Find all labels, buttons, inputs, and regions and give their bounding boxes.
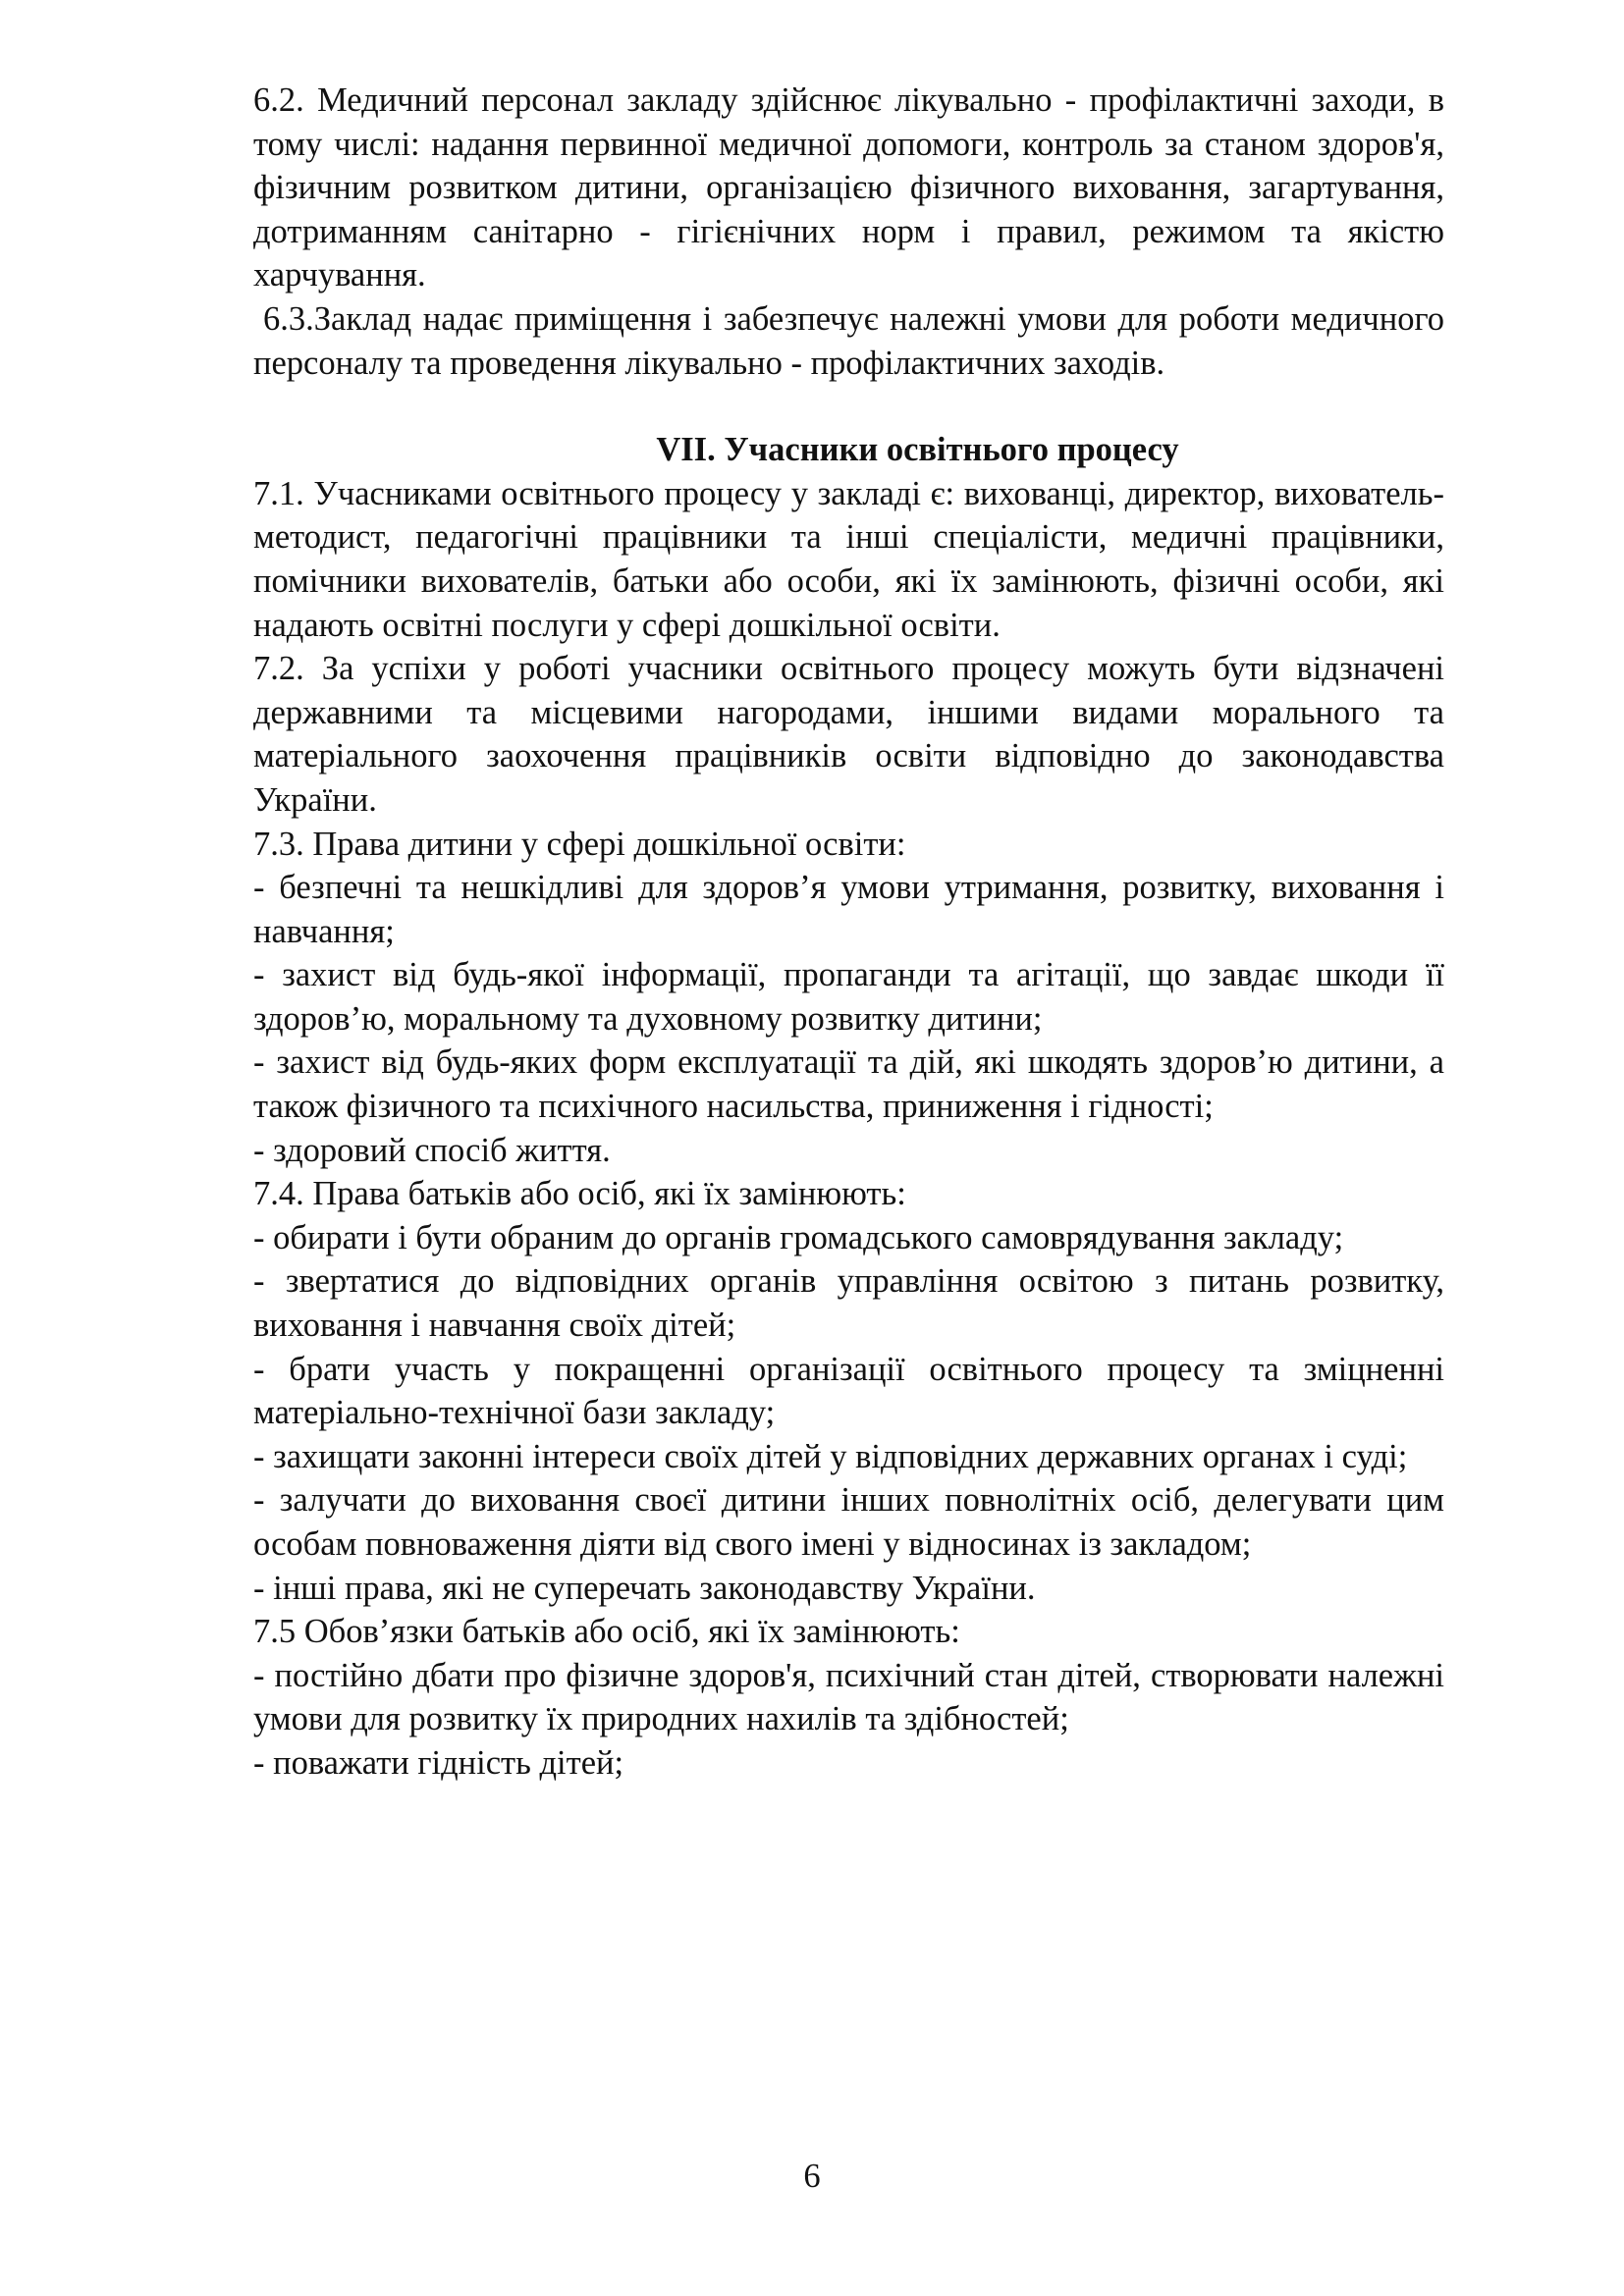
list-item-parent-right-2: - звертатися до відповідних органів управління освітою з питань розвитку, виховання і навчання своїх дітей; — [253, 1262, 1444, 1345]
list-item-parent-duty-2: - поважати гідність дітей; — [253, 1743, 624, 1782]
paragraph-7-4: 7.4. Права батьків або осіб, які їх замінюють: — [253, 1175, 906, 1213]
list-item-parent-right-3: - брати участь у покращенні організації освітнього процесу та зміцненні матеріально-технічної бази закладу; — [253, 1350, 1444, 1432]
paragraph-7-3: 7.3. Права дитини у сфері дошкільної освіти: — [253, 825, 906, 863]
list-item-parent-right-6: - інші права, які не суперечать законодавству України. — [253, 1569, 1036, 1607]
paragraph-6-3: 6.3.Заклад надає приміщення і забезпечує належні умови для роботи медичного персоналу та проведення лікувально - профілактичних заходів. — [253, 299, 1444, 382]
paragraph-7-1: 7.1. Учасниками освітнього процесу у закладі є: вихованці, директор, вихователь-методист, педагогічні працівники та інші спеціалісти, медичні працівники, помічники вихователів, батьки або особи, які їх замінюють, фізичні особи, які надають освітні послуги у сфері дошкільної освіти. — [253, 474, 1444, 644]
list-item-child-right-3: - захист від будь-яких форм експлуатації та дій, які шкодять здоров’ю дитини, а також фізичного та психічного насильства, приниження і гідності; — [253, 1043, 1444, 1126]
paragraph-7-2: 7.2. За успіхи у роботі учасники освітнього процесу можуть бути відзначені державними та місцевими нагородами, іншими видами морального та матеріального заохочення працівників освіти відповідно до законодавства України. — [253, 650, 1444, 819]
list-item-parent-right-5: - залучати до виховання своєї дитини інших повнолітніх осіб, делегувати цим особам повноваження діяти від свого імені у відносинах із закладом; — [253, 1481, 1444, 1563]
paragraph-7-5: 7.5 Обов’язки батьків або осіб, які їх замінюють: — [253, 1613, 960, 1651]
list-item-parent-right-4: - захищати законні інтереси своїх дітей у відповідних державних органах і суді; — [253, 1437, 1408, 1475]
list-item-child-right-1: - безпечні та нешкідливі для здоров’я умови утримання, розвитку, виховання і навчання; — [253, 869, 1444, 950]
list-item-child-right-4: - здоровий спосіб життя. — [253, 1131, 611, 1169]
page-content — [253, 79, 1444, 1786]
list-item-child-right-2: - захист від будь-якої інформації, пропаганди та агітації, що завдає шкоди її здоров’ю, моральному та духовному розвитку дитини; — [253, 956, 1444, 1038]
paragraph-6-2: 6.2. Медичний персонал закладу здійснює лікувально - профілактичні заходи, в тому числі: надання первинної медичної допомоги, контроль за станом здоров'я, фізичним розвитком дитини, організацією фізичного виховання, загартування, дотриманням санітарно - гігієнічних норм і правил, режимом та якістю харчування. — [253, 81, 1444, 294]
section-spacer — [253, 385, 1444, 428]
list-item-parent-duty-1: - постійно дбати про фізичне здоров'я, психічний стан дітей, створювати належні умови для розвитку їх природних нахилів та здібностей; — [253, 1656, 1444, 1738]
section-heading: VII. Учасники освітнього процесу — [656, 431, 1179, 469]
list-item-parent-right-1: - обирати і бути обраним до органів громадського самоврядування закладу; — [253, 1218, 1344, 1256]
page-number: 6 — [803, 2158, 821, 2195]
